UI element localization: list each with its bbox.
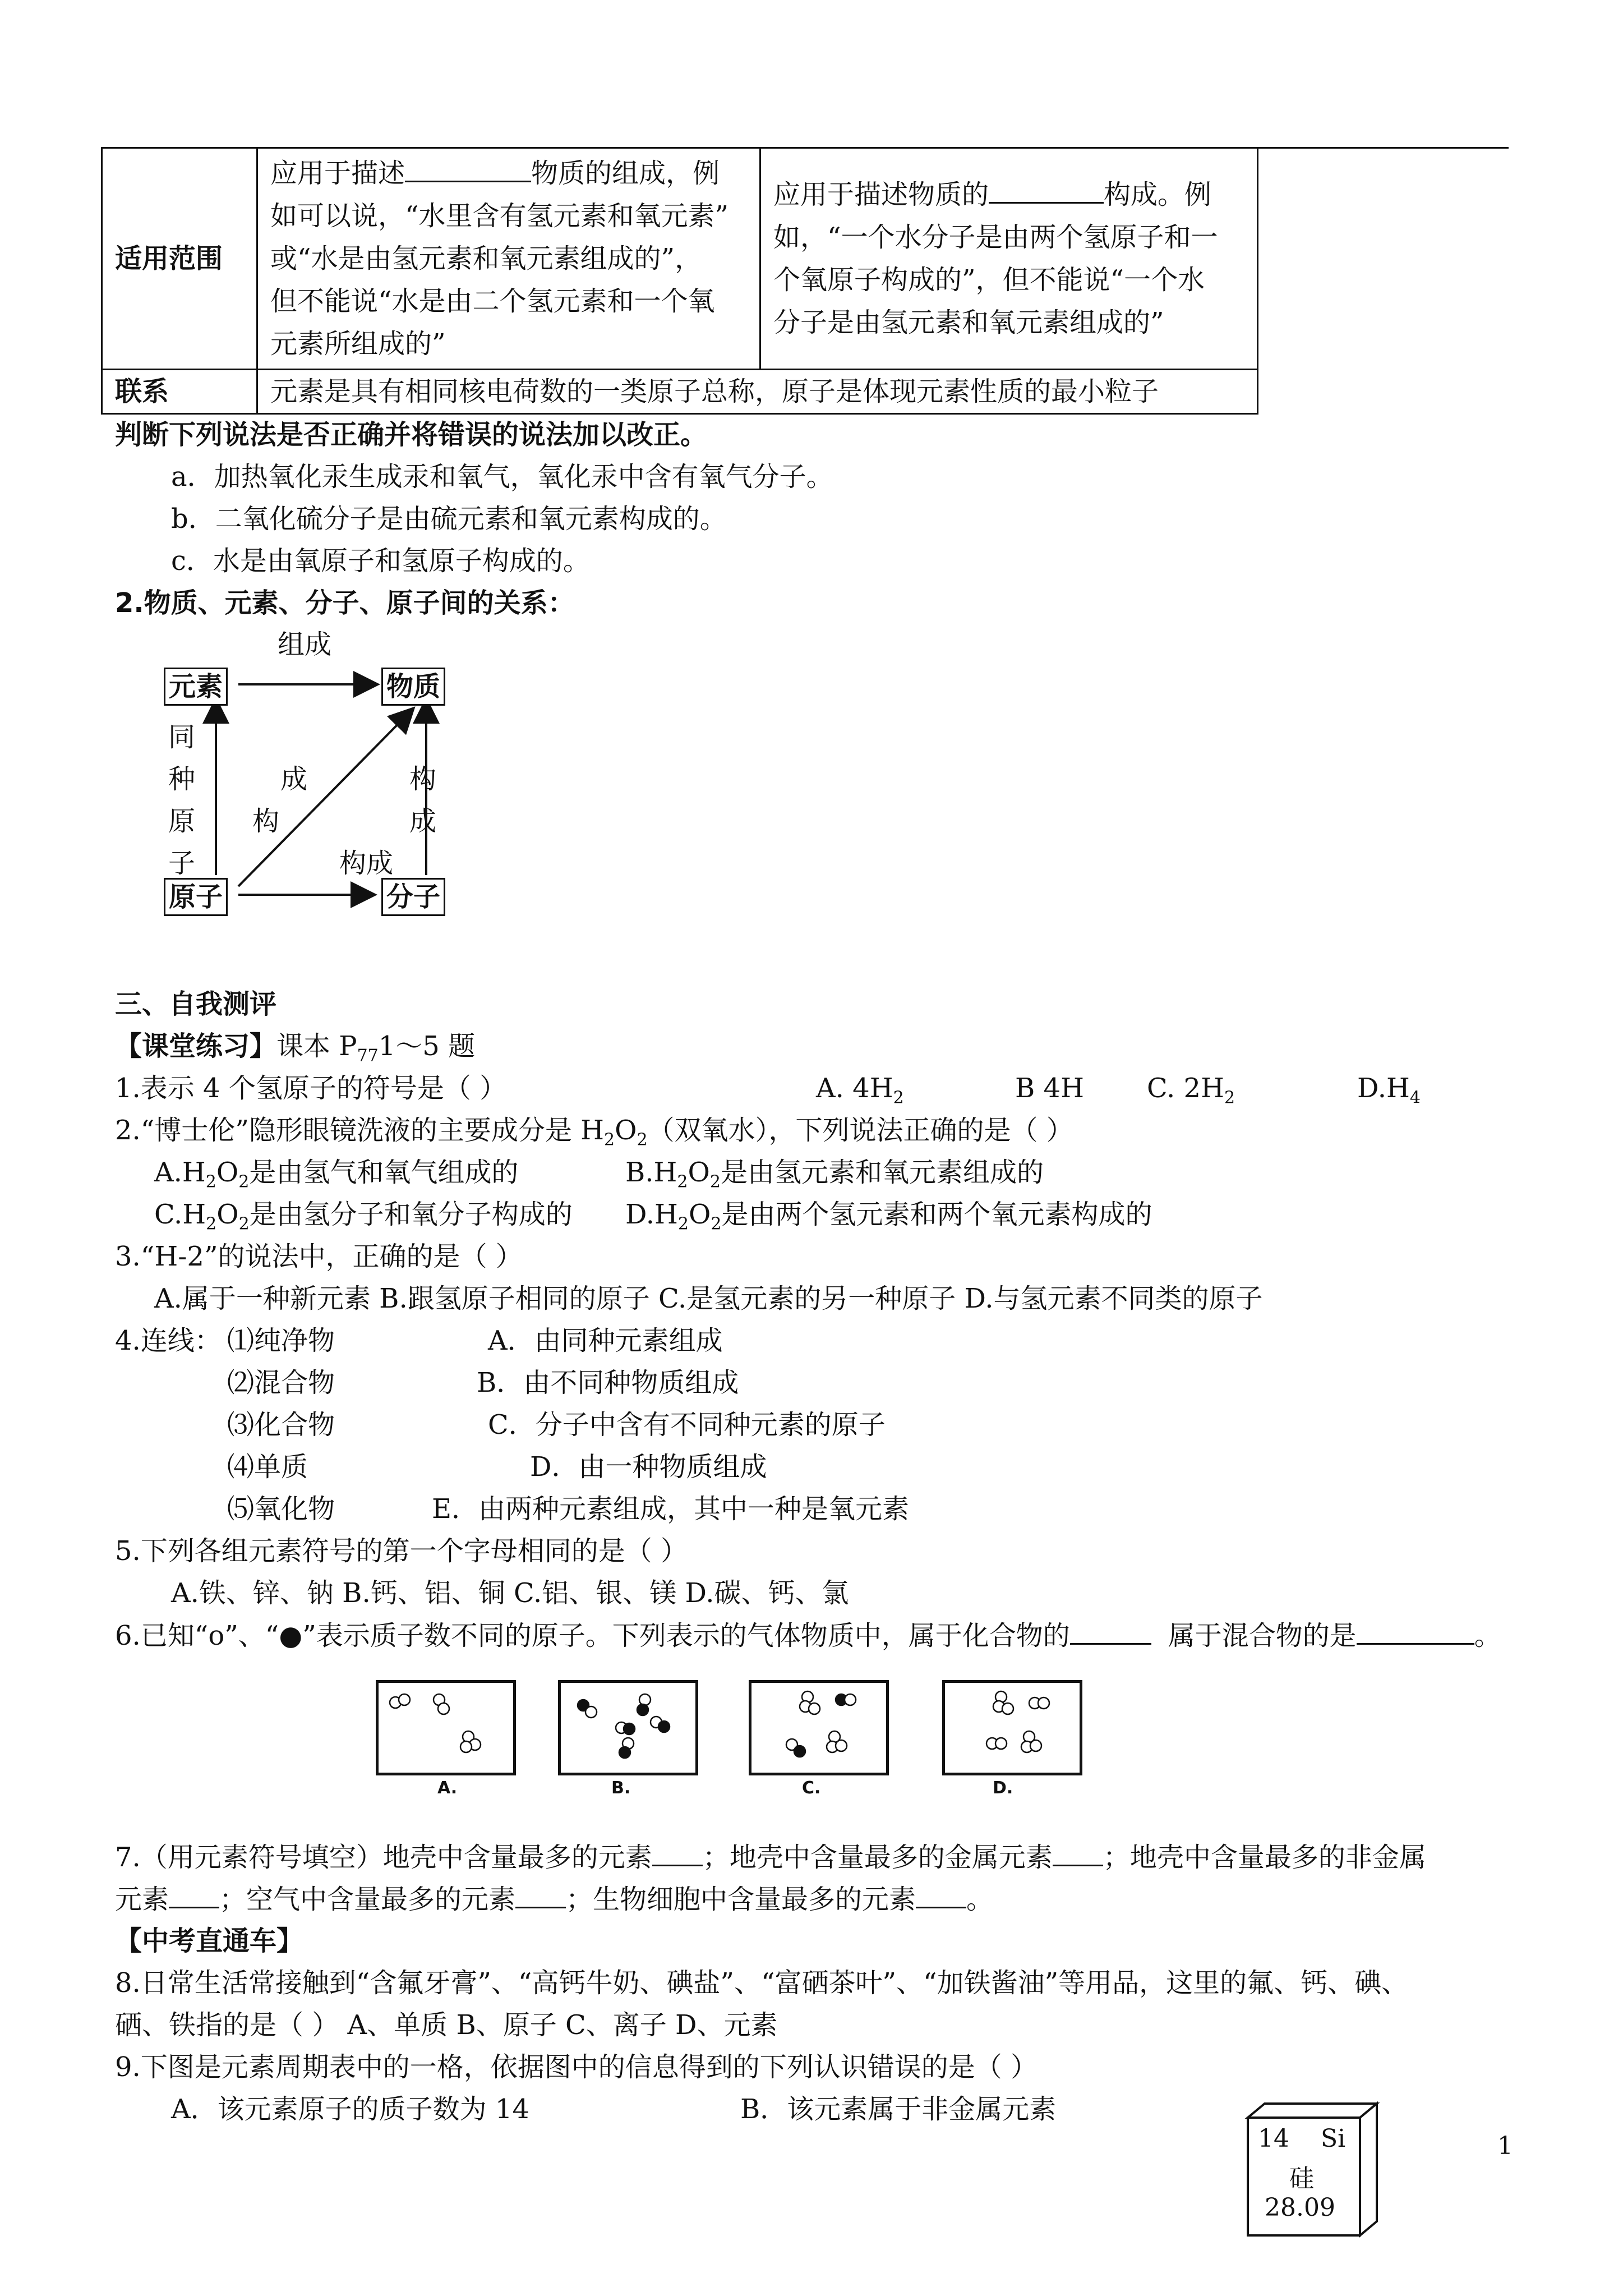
- q6-stem: 6.已知“o”、“●”表示质子数不同的原子。下列表示的气体物质中，属于化合物的 属于混合物的是 。: [115, 1618, 1501, 1653]
- q4-right-a: A．由同种元素组成: [488, 1325, 723, 1356]
- row1-col1: 应用于描述 物质的组成，例 如可以说，“水里含有氢元素和氧元素” 或“水是由氢元素和氧元素组成的”， 但不能说“水是由二个氢元素和一个氧 元素所组成的”: [257, 148, 760, 370]
- row2-text: 元素是具有相同核电荷数的一类原子总称，原子是体现元素性质的最小粒子: [257, 370, 1258, 414]
- molecule-drawing-c: [751, 1683, 886, 1773]
- judge-title: 判断下列说法是否正确并将错误的说法加以改正。: [115, 419, 708, 450]
- section3-title: 三、自我测评: [115, 988, 277, 1020]
- molecule-box-d: [942, 1680, 1082, 1775]
- q1-option-c: C. $2H_2$: [1147, 1073, 1235, 1108]
- page-number: 1: [1497, 2132, 1513, 2160]
- label-kind: 种: [168, 763, 196, 795]
- box-atom: 原子: [164, 878, 228, 916]
- exam-head: 【中考直通车】: [115, 1925, 304, 1957]
- q5-stem: 5.下列各组元素符号的第一个字母相同的是（ ）: [115, 1535, 688, 1567]
- box-substance: 物质: [381, 668, 445, 706]
- q5-options: A.铁、锌、钠 B.钙、铝、铜 C.铝、银、镁 D.碳、钙、氯: [171, 1577, 849, 1609]
- q4-left-3: ⑶化合物: [227, 1409, 335, 1441]
- q7-line1: 7.（用元素符号填空）地壳中含量最多的元素 ；地壳中含量最多的金属元素 ；地壳中含量最多的非金属: [115, 1840, 1426, 1874]
- q2-option-a: $A.H_2O_2$是由氢气和氧气组成的: [154, 1157, 519, 1192]
- row1-col2: 应用于描述物质的 构成。例 如，“一个水分子是由两个氢原子和一 个氧原子构成的”，但不能说“一个水 分子是由氢元素和氧元素组成的”: [760, 148, 1258, 370]
- q3-options: A.属于一种新元素 B.跟氢原子相同的原子 C.是氢元素的另一种原子 D.与氢元素不同类的原子: [154, 1283, 1263, 1314]
- q4-left-4: ⑷单质: [227, 1451, 308, 1483]
- judge-item-a: a．加热氧化汞生成汞和氧气，氧化汞中含有氧气分子。: [171, 461, 833, 493]
- q7-line2: 元素 ；空气中含量最多的元素 ；生物细胞中含量最多的元素 。: [115, 1882, 993, 1916]
- q4-right-e: E．由两种元素组成，其中一种是氧元素: [432, 1493, 910, 1525]
- q8-line2: 硒、铁指的是（ ） A、单质 B、原子 C、离子 D、元素: [115, 2009, 778, 2041]
- row-label-scope: 适用范围: [102, 148, 257, 370]
- q4-left-2: ⑵混合物: [227, 1367, 335, 1398]
- molecule-box-a: [376, 1680, 516, 1775]
- q4-left-5: ⑸氧化物: [227, 1493, 335, 1525]
- q4-right-b: B．由不同种物质组成: [477, 1367, 739, 1398]
- relation-title: 2.物质、元素、分子、原子间的关系：: [115, 587, 575, 619]
- q1-option-a: A. $4H_2$: [816, 1073, 904, 1108]
- q2-option-d: $D.H_2O_2$是由两个氢元素和两个氧元素构成的: [625, 1199, 1152, 1234]
- box-molecule: 分子: [381, 878, 445, 916]
- q4-left-1: ⑴纯净物: [227, 1325, 335, 1356]
- molecule-drawing-a: [379, 1683, 513, 1773]
- comparison-table: [101, 147, 1258, 415]
- q2-option-c: $C.H_2O_2$是由氢分子和氧分子构成的: [154, 1199, 573, 1234]
- q4-lead: 4.连线：: [115, 1325, 222, 1356]
- q1-option-b: B 4H: [1015, 1073, 1084, 1104]
- judge-item-b: b．二氧化硫分子是由硫元素和氧元素构成的。: [171, 503, 727, 535]
- caption-b: B.: [611, 1778, 631, 1798]
- label-diag-cheng: 成: [280, 763, 308, 795]
- label-son: 子: [168, 848, 196, 879]
- q8-line1: 8.日常生活常接触到“含氟牙膏”、“高钙牛奶、碘盐”、“富硒茶叶”、“加铁酱油”等用品，这里的氟、钙、碘、: [115, 1967, 1409, 1999]
- molecule-box-c: [749, 1680, 889, 1775]
- cell-3d-frame: [1242, 2101, 1388, 2247]
- molecule-drawing-b: [561, 1683, 695, 1773]
- caption-a: A.: [437, 1778, 458, 1798]
- label-compose: 组成: [278, 629, 332, 660]
- q9-stem: 9.下图是元素周期表中的一格，依据图中的信息得到的下列认识错误的是（ ）: [115, 2051, 1038, 2083]
- q4-right-d: D．由一种物质组成: [530, 1451, 767, 1483]
- label-same: 同: [168, 721, 196, 753]
- q1-stem: 1.表示 4 个氢原子的符号是（ ）: [115, 1073, 507, 1104]
- q3-stem: 3.“H-2”的说法中，正确的是（ ）: [115, 1241, 523, 1272]
- box-element: 元素: [164, 668, 228, 706]
- molecule-drawing-d: [945, 1683, 1080, 1773]
- atomic-number: 14: [1258, 2124, 1289, 2153]
- label-diag-gou: 构: [252, 806, 280, 837]
- label-bottom-construct: 构成: [339, 848, 394, 879]
- element-symbol: Si: [1321, 2124, 1346, 2153]
- q9-option-b: B．该元素属于非金属元素: [740, 2093, 1057, 2125]
- q2-option-b: $B.H_2O_2$是由氢元素和氧元素组成的: [625, 1157, 1044, 1192]
- caption-c: C.: [802, 1778, 821, 1798]
- label-right-gou: 构: [409, 763, 437, 795]
- q2-stem: 2.“博士伦”隐形眼镜洗液的主要成分是 $H_2O_2$（双氧水），下列说法正确的是（ ）: [115, 1115, 1073, 1150]
- element-name: 硅: [1289, 2164, 1314, 2193]
- judge-item-c: c．水是由氧原子和氢原子构成的。: [171, 545, 590, 577]
- practice-line: 【课堂练习】课本 $P_{77}1\sim 5$ 题: [115, 1030, 476, 1066]
- label-right-cheng: 成: [409, 806, 437, 837]
- caption-d: D.: [993, 1778, 1013, 1798]
- molecule-box-b: [558, 1680, 698, 1775]
- q4-right-c: C．分子中含有不同种元素的原子: [488, 1409, 886, 1441]
- row-label-relation: 联系: [102, 370, 257, 414]
- label-origin: 原: [168, 806, 196, 837]
- q9-option-a: A．该元素原子的质子数为 14: [171, 2093, 530, 2125]
- periodic-table-cell: [1242, 2101, 1371, 2235]
- q1-option-d: $D.H_4$: [1357, 1073, 1421, 1108]
- atomic-mass: 28.09: [1265, 2193, 1335, 2222]
